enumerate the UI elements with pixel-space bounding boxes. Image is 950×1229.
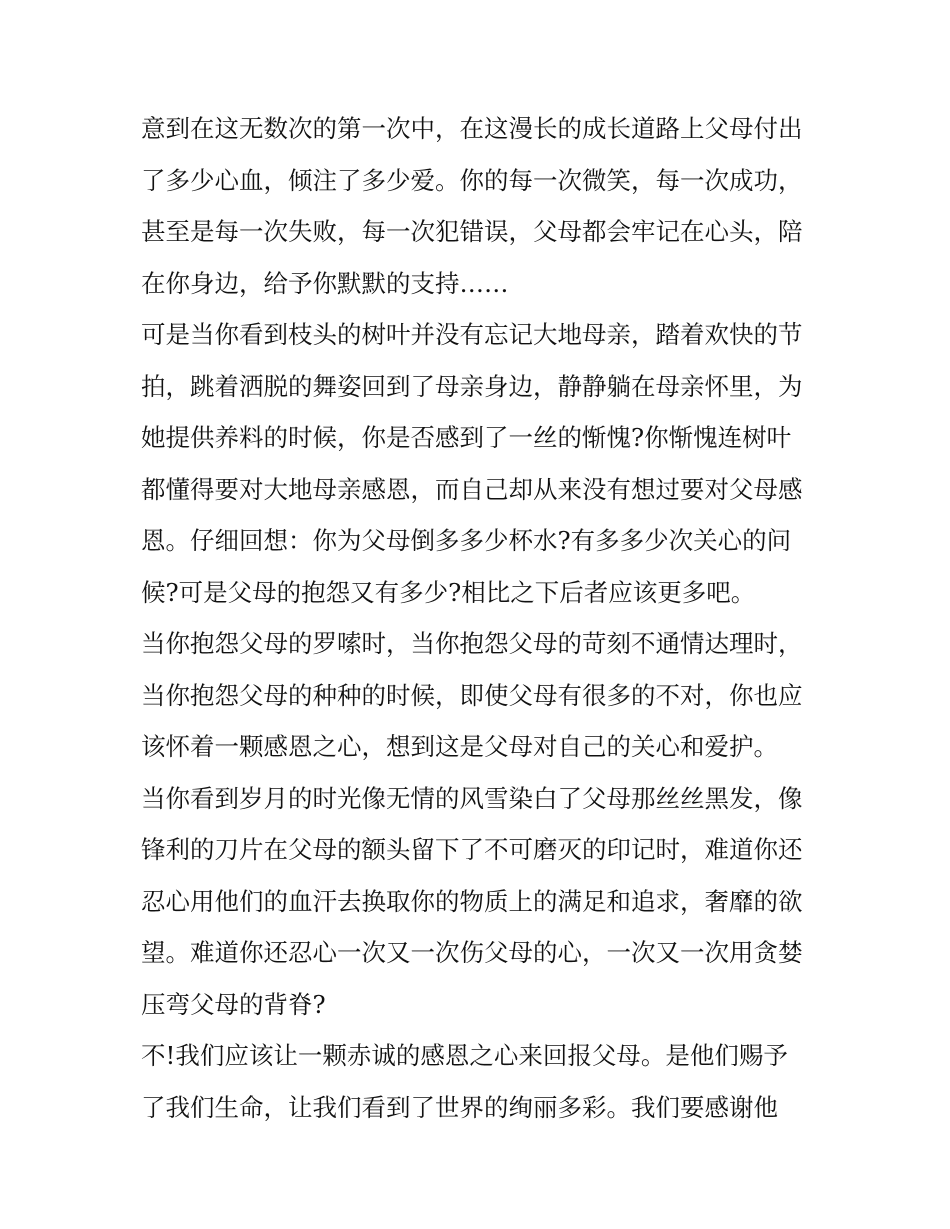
- text-line: 锋利的刀片在父母的额头留下了不可磨灭的印记时，难道你还: [141, 835, 803, 864]
- text-line: 在你身边，给予你默默的支持……: [141, 268, 509, 298]
- text-line: 望。难道你还忍心一次又一次伤父母的心，一次又一次用贪婪: [141, 938, 803, 967]
- text-line: 当你看到岁月的时光像无情的风雪染白了父母那丝丝黑发，像: [141, 783, 803, 813]
- body-text: [141, 103, 813, 1133]
- text-line: 当你抱怨父母的罗嗦时，当你抱怨父母的苛刻不通情达理时，: [141, 629, 803, 658]
- text-line: 当你抱怨父母的种种的时候，即使父母有很多的不对，你也应: [141, 680, 803, 710]
- text-line: 了我们生命，让我们看到了世界的绚丽多彩。我们要感谢他: [141, 1092, 778, 1122]
- text-line: 不!我们应该让一颗赤诚的感恩之心来回报父母。是他们赐予: [141, 1041, 788, 1070]
- text-line: 意到在这无数次的第一次中，在这漫长的成长道路上父母付出: [141, 114, 803, 143]
- text-line: 拍，跳着洒脱的舞姿回到了母亲身边，静静躺在母亲怀里，为: [141, 371, 803, 401]
- text-line: 忍心用他们的血汗去换取你的物质上的满足和追求，奢靡的欲: [141, 886, 803, 916]
- text-line: 该怀着一颗感恩之心，想到这是父母对自己的关心和爱护。: [141, 732, 778, 761]
- text-line: 压弯父母的背脊?: [141, 989, 326, 1019]
- text-line: 可是当你看到枝头的树叶并没有忘记大地母亲，踏着欢快的节: [141, 320, 803, 349]
- text-line: 甚至是每一次失败，每一次犯错误，父母都会牢记在心头，陪: [141, 217, 803, 246]
- text-line: 都懂得要对大地母亲感恩，而自己却从来没有想过要对父母感: [141, 474, 803, 504]
- text-line: 候?可是父母的抱怨又有多少?相比之下后者应该更多吧。: [141, 577, 756, 607]
- text-line: 了多少心血，倾注了多少爱。你的每一次微笑，每一次成功，: [141, 165, 803, 195]
- text-line: 恩。仔细回想：你为父母倒多多少杯水?有多多少次关心的问: [141, 526, 792, 555]
- text-line: 她提供养料的时候，你是否感到了一丝的惭愧?你惭愧连树叶: [141, 423, 792, 452]
